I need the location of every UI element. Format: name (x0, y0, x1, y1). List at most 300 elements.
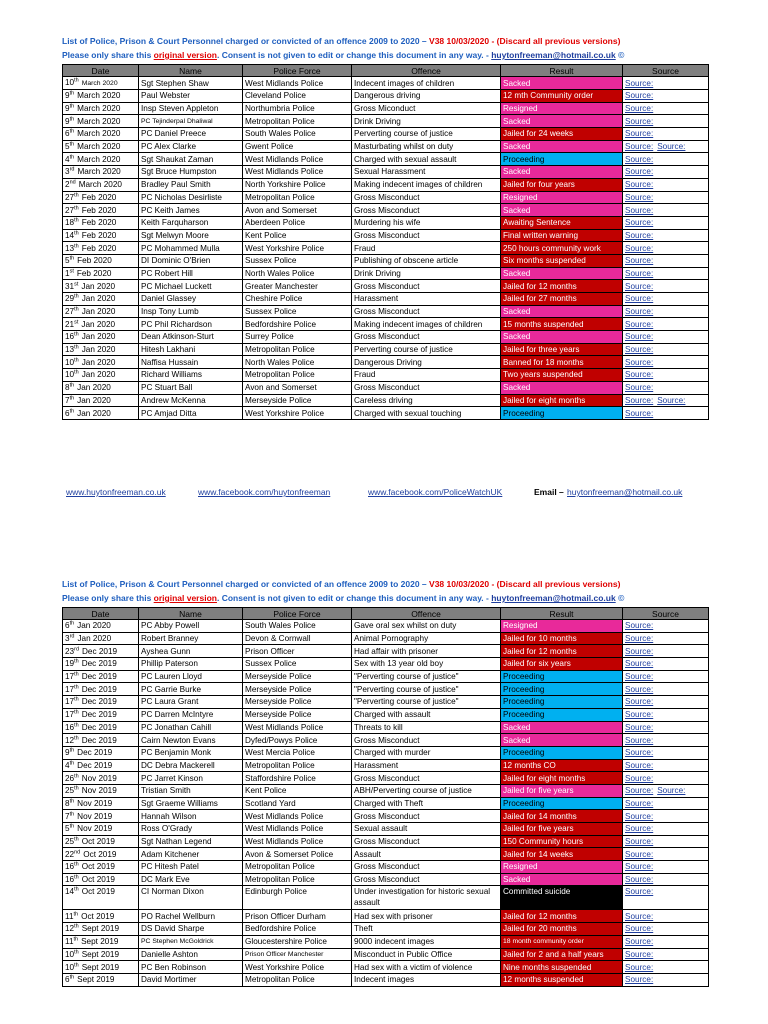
cell-name: Keith Farquharson (139, 216, 243, 229)
cell-source (623, 835, 709, 848)
cell-name: Sgt Melwyn Moore (139, 229, 243, 242)
source-link[interactable]: Source: (625, 962, 654, 972)
cell-source (623, 948, 709, 961)
column-header-offence: Offence (352, 65, 501, 77)
date-suffix: th (74, 722, 79, 729)
cell-source (623, 759, 709, 772)
cell-name: PC Mohammed Mulla (139, 242, 243, 255)
column-header-date: Date (63, 65, 139, 77)
cell-date (63, 961, 139, 974)
date-day: 31 (65, 281, 75, 291)
copyright-symbol: © (618, 593, 625, 603)
source-link[interactable]: Source: (625, 142, 654, 152)
cell-source (623, 178, 709, 191)
table-row (63, 191, 709, 204)
date-suffix: th (74, 709, 79, 716)
date-day: 10 (65, 949, 75, 959)
source-link[interactable]: Source: (625, 735, 654, 745)
cell-offence: "Perverting course of justice" (352, 670, 501, 683)
cell-result: Six months suspended (501, 254, 623, 267)
cell-police-force: Edinburgh Police (243, 886, 352, 910)
date-month: Feb 2020 (81, 230, 117, 240)
table-row (63, 948, 709, 961)
cell-offence: Gross Misconduct (352, 772, 501, 785)
cell-police-force: Prison Officer (243, 645, 352, 658)
cell-police-force: Metropolitan Police (243, 861, 352, 874)
cell-source (623, 935, 709, 948)
cell-result: Jailed for 12 months (501, 645, 623, 658)
cell-police-force: Kent Police (243, 784, 352, 797)
cell-source (623, 369, 709, 382)
cell-result: Sacked (501, 734, 623, 747)
cell-police-force: West Midlands Police (243, 810, 352, 823)
date-suffix: th (74, 293, 79, 300)
cell-name: Bradley Paul Smith (139, 178, 243, 191)
table-row (63, 229, 709, 242)
date-day: 13 (65, 243, 75, 253)
cell-name: DC Mark Eve (139, 873, 243, 886)
source-link[interactable]: Source: (625, 748, 654, 758)
column-header-result: Result (501, 65, 623, 77)
source-link[interactable]: Source: (625, 811, 654, 821)
cell-offence: Fraud (352, 369, 501, 382)
date-month: Jan 2020 (77, 408, 111, 418)
cell-result: 12 months CO (501, 759, 623, 772)
cell-date (63, 683, 139, 696)
source-link[interactable]: Source: (625, 357, 654, 367)
source-link[interactable]: Source: (625, 824, 654, 834)
cell-police-force: West Mercia Police (243, 746, 352, 759)
source-link[interactable]: Source: (625, 243, 654, 253)
facebook-link[interactable]: www.facebook.com/huytonfreeman (198, 487, 331, 497)
source-link[interactable]: Source: (625, 78, 654, 88)
cell-police-force: Dyfed/Powys Police (243, 734, 352, 747)
cell-date (63, 861, 139, 874)
column-header-force: Police Force (243, 608, 352, 620)
cell-source (623, 267, 709, 280)
cell-result: Resigned (501, 620, 623, 633)
date-suffix: th (74, 658, 79, 665)
cell-name: PC Tejinderpal Dhaliwal (139, 115, 243, 128)
table-row (63, 204, 709, 217)
source-link[interactable]: Source: (625, 924, 654, 934)
cell-result: Sacked (501, 873, 623, 886)
cell-source (623, 658, 709, 671)
source-link[interactable]: Source: (625, 154, 654, 164)
cell-date (63, 140, 139, 153)
cell-offence: Sex with 13 year old boy (352, 658, 501, 671)
date-suffix: th (74, 192, 79, 199)
cell-name: PC Abby Powell (139, 620, 243, 633)
cell-date (63, 242, 139, 255)
cell-name: PC Keith James (139, 204, 243, 217)
cell-result: 12 mth Community order (501, 90, 623, 103)
cell-result: Jailed for six years (501, 658, 623, 671)
date-suffix: nd (74, 848, 81, 855)
cell-offence: Perverting course of justice (352, 128, 501, 141)
email-link[interactable]: huytonfreeman@hotmail.co.uk (491, 593, 616, 603)
cell-name: Ross O'Grady (139, 823, 243, 836)
source-link[interactable]: Source: (625, 180, 654, 190)
cell-name: PC Ben Robinson (139, 961, 243, 974)
cell-name: Hitesh Lakhani (139, 343, 243, 356)
source-link[interactable]: Source: (625, 408, 654, 418)
date-suffix: st (74, 280, 79, 287)
date-suffix: th (74, 357, 79, 364)
cell-result: Proceeding (501, 670, 623, 683)
date-month: Jan 2020 (81, 332, 116, 342)
source-link[interactable]: Source: (625, 949, 654, 959)
date-month: Dec 2019 (81, 697, 117, 707)
date-month: Jan 2020 (81, 294, 116, 304)
cell-source (623, 394, 709, 407)
date-day: 6 (65, 975, 70, 985)
date-day: 7 (65, 811, 70, 821)
heading-version: V38 10/03/2020 (429, 579, 490, 589)
cell-police-force: Sussex Police (243, 254, 352, 267)
cell-source (623, 873, 709, 886)
cell-source (623, 772, 709, 785)
source-link[interactable]: Source: (625, 862, 654, 872)
share-notice-post: . Consent is not given to edit or change this document in any way. - (216, 593, 489, 603)
website-link[interactable]: www.huytonfreeman.co.uk (66, 487, 166, 497)
cell-name: PC Darren McIntyre (139, 708, 243, 721)
source-link[interactable]: Source: (625, 256, 654, 266)
source-link[interactable]: Source: (657, 786, 686, 796)
cell-police-force: Gwent Police (243, 140, 352, 153)
cell-source (623, 910, 709, 923)
cell-date (63, 394, 139, 407)
date-suffix: th (74, 861, 79, 868)
date-suffix: th (69, 395, 75, 402)
date-day: 12 (65, 924, 75, 934)
cell-offence: "Perverting course of justice" (352, 696, 501, 709)
table-body (63, 77, 709, 420)
cell-offence: Indecent images of children (352, 77, 501, 90)
cell-offence: Making indecent images of children (352, 318, 501, 331)
date-day: 26 (65, 773, 75, 783)
cell-date (63, 721, 139, 734)
cell-name: Paul Webster (139, 90, 243, 103)
date-day: 5 (65, 256, 70, 266)
cell-police-force: Aberdeen Police (243, 216, 352, 229)
table-row (63, 835, 709, 848)
table-row (63, 166, 709, 179)
cell-name: Andrew McKenna (139, 394, 243, 407)
date-suffix: th (74, 874, 79, 881)
cell-source (623, 810, 709, 823)
cell-date (63, 810, 139, 823)
source-link[interactable]: Source: (625, 786, 654, 796)
cell-police-force: Metropolitan Police (243, 369, 352, 382)
table-row (63, 772, 709, 785)
table-row (63, 873, 709, 886)
cell-offence: "Perverting course of justice" (352, 683, 501, 696)
date-month: Dec 2019 (81, 684, 117, 694)
date-suffix: th (74, 696, 79, 703)
date-suffix: th (74, 77, 79, 84)
date-suffix: th (74, 230, 79, 237)
date-month: Nov 2019 (77, 824, 113, 834)
date-suffix: rd (69, 166, 75, 173)
date-day: 12 (65, 735, 75, 745)
source-link[interactable]: Source: (625, 684, 654, 694)
cell-result: Proceeding (501, 708, 623, 721)
table-row (63, 658, 709, 671)
date-month: March 2020 (77, 129, 121, 139)
cell-source (623, 115, 709, 128)
cell-offence: Making indecent images of children (352, 178, 501, 191)
cell-police-force: Devon & Cornwall (243, 632, 352, 645)
cell-offence: Gross Misconduct (352, 873, 501, 886)
cell-offence: Gross Misconduct (352, 191, 501, 204)
cell-source (623, 191, 709, 204)
source-link[interactable]: Source: (625, 370, 654, 380)
source-link[interactable]: Source: (625, 837, 654, 847)
date-suffix: th (69, 407, 75, 414)
cell-name: Naffisa Hussain (139, 356, 243, 369)
date-day: 19 (65, 659, 75, 669)
source-link[interactable]: Source: (625, 887, 654, 897)
cell-offence: Dangerous driving (352, 90, 501, 103)
table-row (63, 910, 709, 923)
source-link[interactable]: Source: (625, 129, 654, 139)
source-link[interactable]: Source: (625, 659, 654, 669)
source-link[interactable]: Source: (625, 91, 654, 101)
policewatch-link[interactable]: www.facebook.com/PoliceWatchUK (368, 487, 503, 497)
cell-offence: Harassment (352, 293, 501, 306)
source-link[interactable]: Source: (625, 621, 654, 631)
table-row (63, 708, 709, 721)
date-month: Jan 2020 (81, 307, 116, 317)
date-suffix: th (69, 154, 75, 161)
cell-result: Sacked (501, 331, 623, 344)
date-suffix: rd (74, 645, 79, 652)
source-link[interactable]: Source: (625, 975, 654, 985)
source-link[interactable]: Source: (625, 937, 654, 947)
date-month: March 2020 (77, 116, 121, 126)
date-month: March 2020 (77, 167, 121, 177)
cell-source (623, 923, 709, 936)
source-link[interactable]: Source: (625, 345, 654, 355)
cell-result: Sacked (501, 381, 623, 394)
cell-date (63, 823, 139, 836)
cell-police-force: Kent Police (243, 229, 352, 242)
cell-offence: Gross Misconduct (352, 861, 501, 874)
cell-name: Dean Atkinson-Sturt (139, 331, 243, 344)
source-link[interactable]: Source: (625, 167, 654, 177)
source-link[interactable]: Source: (657, 142, 686, 152)
cell-date (63, 645, 139, 658)
cell-source (623, 797, 709, 810)
source-link[interactable]: Source: (625, 395, 654, 405)
cell-source (623, 305, 709, 318)
cell-date (63, 293, 139, 306)
cell-source (623, 886, 709, 910)
cell-source (623, 280, 709, 293)
source-link[interactable]: Source: (625, 192, 654, 202)
footer-email-link[interactable]: huytonfreeman@hotmail.co.uk (567, 487, 683, 497)
date-day: 9 (65, 91, 70, 101)
date-suffix: th (74, 217, 79, 224)
cell-police-force: North Wales Police (243, 356, 352, 369)
source-link[interactable]: Source: (625, 760, 654, 770)
column-header-date: Date (63, 608, 139, 620)
source-link[interactable]: Source: (625, 672, 654, 682)
cell-source (623, 77, 709, 90)
date-month: Jan 2020 (81, 345, 116, 355)
cell-police-force: Metropolitan Police (243, 115, 352, 128)
date-day: 17 (65, 684, 75, 694)
cell-name: Sgt Shaukat Zaman (139, 153, 243, 166)
cell-source (623, 343, 709, 356)
date-month: Oct 2019 (81, 862, 115, 872)
source-link[interactable]: Source: (625, 281, 654, 291)
date-suffix: th (74, 886, 79, 893)
cell-offence: Charged with Theft (352, 797, 501, 810)
cell-name: PC Garrie Burke (139, 683, 243, 696)
source-link[interactable]: Source: (625, 773, 654, 783)
cell-result: Jailed for 14 months (501, 810, 623, 823)
cell-police-force: West Yorkshire Police (243, 242, 352, 255)
cell-date (63, 835, 139, 848)
source-link[interactable]: Source: (625, 230, 654, 240)
source-link[interactable]: Source: (625, 911, 654, 921)
date-month: Feb 2020 (81, 192, 117, 202)
source-link[interactable]: Source: (625, 268, 654, 278)
cell-name: Danielle Ashton (139, 948, 243, 961)
cell-police-force: Merseyside Police (243, 708, 352, 721)
source-link[interactable]: Source: (625, 294, 654, 304)
cell-date (63, 948, 139, 961)
cell-date (63, 772, 139, 785)
cell-source (623, 696, 709, 709)
cell-offence: Perverting course of justice (352, 343, 501, 356)
date-suffix: th (73, 936, 79, 943)
date-month: March 2020 (77, 142, 121, 152)
cell-offence: Fraud (352, 242, 501, 255)
table-row (63, 721, 709, 734)
source-link[interactable]: Source: (625, 646, 654, 656)
source-link[interactable]: Source: (625, 722, 654, 732)
source-link[interactable]: Source: (625, 798, 654, 808)
records-table (62, 607, 709, 987)
source-link[interactable]: Source: (625, 634, 654, 644)
source-link[interactable]: Source: (657, 395, 686, 405)
date-suffix: th (74, 734, 79, 741)
source-link[interactable]: Source: (625, 697, 654, 707)
cell-date (63, 356, 139, 369)
cell-date (63, 886, 139, 910)
cell-result: Committed suicide (501, 886, 623, 910)
source-link[interactable]: Source: (625, 710, 654, 720)
source-link[interactable]: Source: (625, 383, 654, 393)
cell-offence: Gross Misconduct (352, 229, 501, 242)
date-month: March 2020 (77, 104, 121, 114)
date-suffix: th (69, 760, 75, 767)
date-day: 17 (65, 710, 75, 720)
cell-police-force: Staffordshire Police (243, 772, 352, 785)
table-row (63, 797, 709, 810)
cell-source (623, 861, 709, 874)
source-link[interactable]: Source: (625, 104, 654, 114)
source-link[interactable]: Source: (625, 205, 654, 215)
cell-source (623, 204, 709, 217)
cell-date (63, 229, 139, 242)
table-row (63, 356, 709, 369)
cell-name: PC Jarret Kinson (139, 772, 243, 785)
cell-result: Jailed for 10 months (501, 632, 623, 645)
table-row (63, 886, 709, 910)
date-day: 25 (65, 837, 75, 847)
date-suffix: th (69, 974, 75, 981)
heading-discard: - (Discard all previous versions) (491, 579, 621, 589)
cell-offence: Charged with murder (352, 746, 501, 759)
cell-name: Insp Steven Appleton (139, 102, 243, 115)
cell-police-force: West Yorkshire Police (243, 961, 352, 974)
cell-police-force: West Yorkshire Police (243, 407, 352, 420)
source-link[interactable]: Source: (625, 116, 654, 126)
date-month: Oct 2019 (81, 911, 115, 921)
cell-date (63, 848, 139, 861)
cell-offence: Under investigation for historic sexual assault (352, 886, 501, 910)
date-day: 10 (65, 962, 75, 972)
date-day: 6 (65, 129, 70, 139)
table-row (63, 848, 709, 861)
source-link[interactable]: Source: (625, 849, 654, 859)
cell-name: Adam Kitchener (139, 848, 243, 861)
cell-date (63, 166, 139, 179)
cell-offence: Sexual assault (352, 823, 501, 836)
heading-version: V38 10/03/2020 (429, 36, 490, 46)
table-row (63, 242, 709, 255)
date-suffix: th (73, 911, 79, 918)
table-row (63, 407, 709, 420)
date-suffix: th (69, 115, 75, 122)
cell-offence: Publishing of obscene article (352, 254, 501, 267)
cell-result: 150 Community hours (501, 835, 623, 848)
column-header-result: Result (501, 608, 623, 620)
cell-police-force: Merseyside Police (243, 394, 352, 407)
share-notice (62, 48, 708, 62)
share-notice (62, 591, 708, 605)
cell-source (623, 620, 709, 633)
date-day: 9 (65, 104, 70, 114)
cell-result: Final written warning (501, 229, 623, 242)
cell-offence: Had sex with prisoner (352, 910, 501, 923)
cell-source (623, 216, 709, 229)
cell-result: Proceeding (501, 696, 623, 709)
date-day: 2 (65, 180, 70, 190)
email-link[interactable]: huytonfreeman@hotmail.co.uk (491, 50, 616, 60)
cell-date (63, 90, 139, 103)
source-link[interactable]: Source: (625, 875, 654, 885)
table-row (63, 305, 709, 318)
date-day: 16 (65, 722, 75, 732)
cell-result: Nine months suspended (501, 961, 623, 974)
source-link[interactable]: Source: (625, 319, 654, 329)
source-link[interactable]: Source: (625, 218, 654, 228)
source-link[interactable]: Source: (625, 332, 654, 342)
cell-result: Resigned (501, 191, 623, 204)
cell-name: David Mortimer (139, 973, 243, 986)
date-month: Dec 2019 (81, 722, 117, 732)
date-month: Dec 2019 (81, 710, 117, 720)
table-row (63, 935, 709, 948)
cell-offence: Indecent images (352, 973, 501, 986)
source-link[interactable]: Source: (625, 307, 654, 317)
cell-name: DC Debra Mackerell (139, 759, 243, 772)
